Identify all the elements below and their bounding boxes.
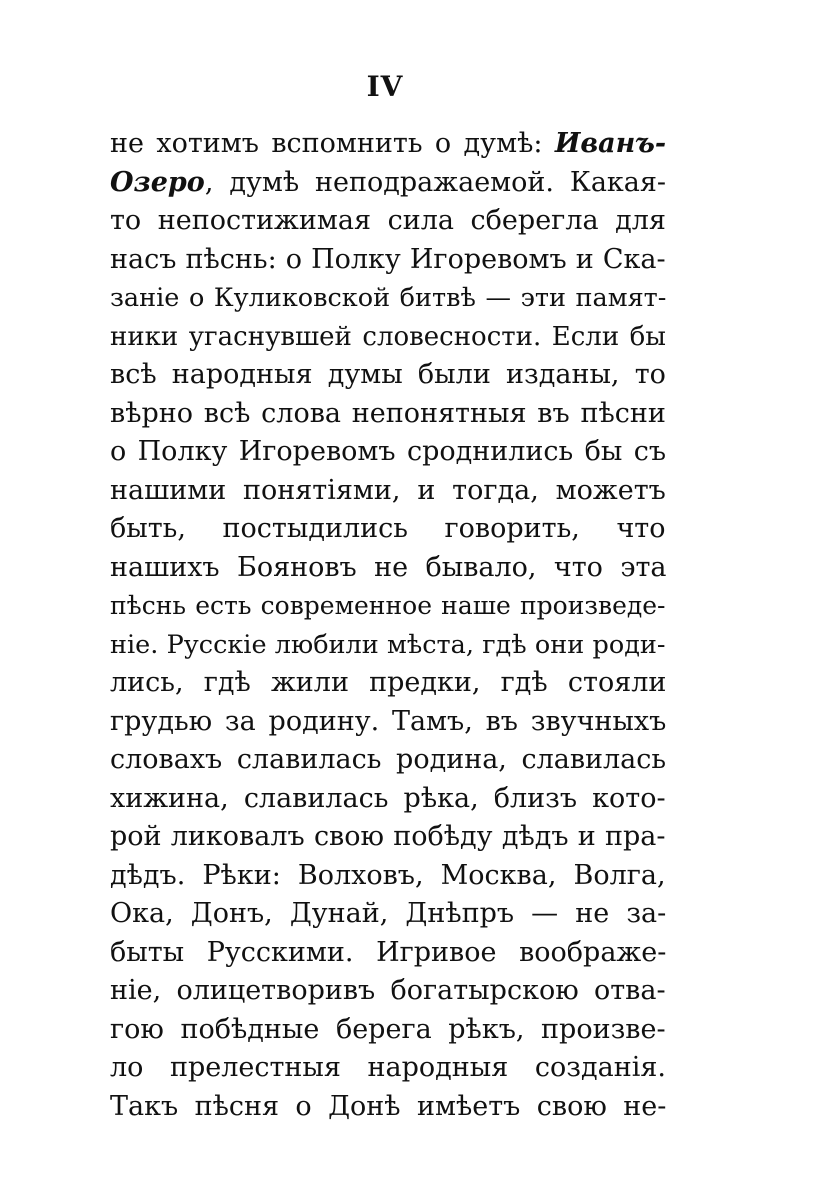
text-line-16: грудью за родину. Тамъ, въ звучныхъ [110,705,667,737]
text-line-10: нашими понятіями, и тогда, можетъ [110,474,666,506]
text-line-15: лись, гдѣ жили предки, гдѣ стояли [110,667,667,698]
page-number: IV [366,70,404,103]
text-line-18: хижина, славилась рѣка, близъ кото- [110,782,666,814]
text-line-1 [110,125,666,164]
italic-title: Иванъ- [554,128,667,159]
text-line-20: дѣдъ. Рѣки: Волховъ, Москва, Волга, [110,859,666,891]
text-line-9: о Полку Игоревомъ сроднились бы съ [110,436,667,467]
text-line-22: быты Русскими. Игривое воображе- [110,936,667,968]
text-line-11: быть, постыдились говорить, что [110,513,666,544]
text-line-19: рой ликовалъ свою побѣду дѣдъ и пра- [110,821,666,852]
text-line-17: словахъ славилась родина, славилась [110,744,667,775]
italic-title: Озеро [110,166,205,198]
text-line-6: ники угаснувшей словесности. Если бы [110,321,667,352]
text-line-13: пѣснь есть современное наше произведе- [110,591,666,620]
text-segment: не хотимъ вспомнить о думѣ: [110,128,555,159]
body-text [110,125,666,1126]
text-line-5: заніе о Куликовской битвѣ — эти памят- [110,283,667,313]
text-line-24: гою побѣдные берега рѣкъ, произве- [110,1013,666,1045]
text-line-25: ло прелестныя народныя созданія. [110,1052,666,1083]
text-line-23: ніе, олицетворивъ богатырскою отва- [110,975,666,1006]
text-line-12: нашихъ Бояновъ не бывало, что эта [110,551,667,583]
text-line-2 [110,164,666,203]
text-line-7: всѣ народныя думы были изданы, то [110,359,666,390]
text-line-4: насъ пѣснь: о Полку Игоревомъ и Ска- [110,243,666,275]
text-line-21: Ока, Донъ, Дунай, Днѣпръ — не за- [110,898,667,929]
text-line-3: то непостижимая сила сберегла для [110,205,666,236]
text-line-8: вѣрно всѣ слова непонятныя въ пѣсни [110,397,666,429]
text-line-26: Такъ пѣсня о Донѣ имѣетъ свою не- [110,1090,667,1122]
text-line-14: ніе. Русскіе любили мѣста, гдѣ они роди- [110,629,666,660]
text-segment: , думѣ неподражаемой. Какая- [204,166,667,198]
